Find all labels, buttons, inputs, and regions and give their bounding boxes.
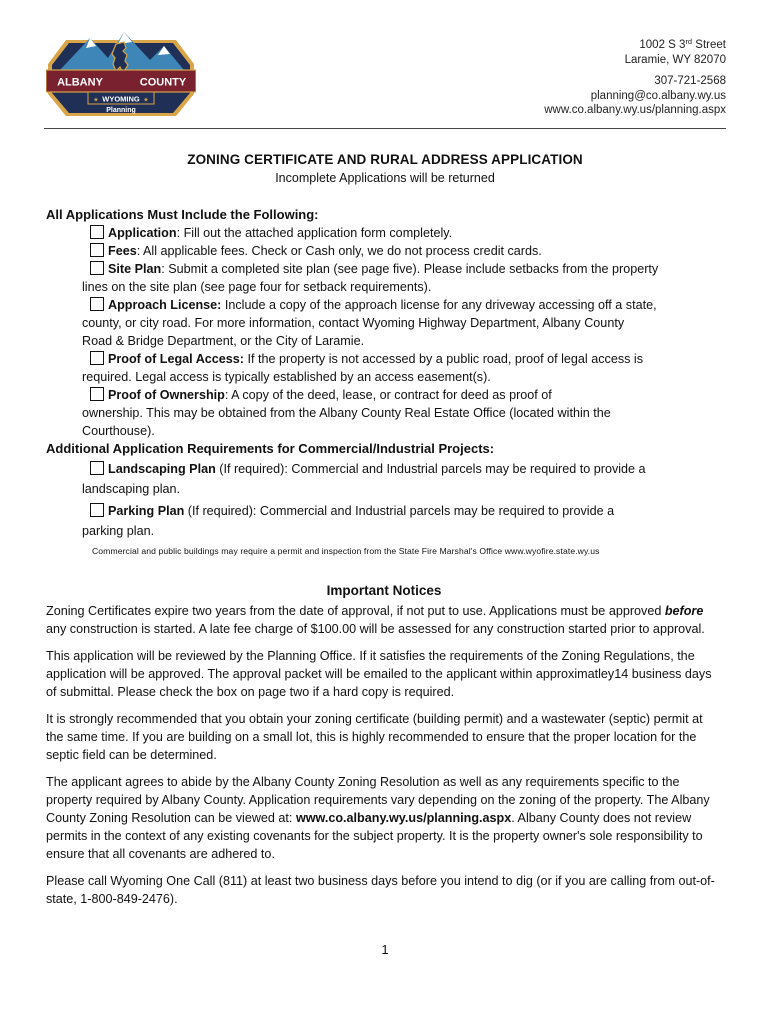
legal-access-continuation: required. Legal access is typically established by an access easement(s). bbox=[82, 370, 491, 384]
landscaping-continuation: landscaping plan. bbox=[82, 482, 181, 496]
site-plan-continuation: lines on the site plan (see page four for setback requirements). bbox=[82, 280, 432, 294]
checklist-item-ownership: Proof of Ownership: A copy of the deed, lease, or contract for deed as proof of bbox=[46, 386, 722, 404]
parking-continuation: parking plan. bbox=[82, 524, 155, 538]
checkbox-approach-license[interactable] bbox=[90, 297, 104, 311]
notice-paragraph-one-call: Please call Wyoming One Call (811) at least two business days before you intend to dig (or if you are calling from out-of-state, 1-800-849-2476). bbox=[46, 874, 715, 906]
checklist-item-parking: Parking Plan (If required): Commercial and Industrial parcels may be required to provide a bbox=[46, 502, 722, 520]
phone-number: 307-721-2568 bbox=[654, 75, 726, 87]
svg-text:★: ★ bbox=[143, 97, 149, 104]
website-link[interactable]: www.co.albany.wy.us/planning.aspx bbox=[544, 104, 726, 116]
ownership-continuation-2: Courthouse). bbox=[82, 424, 155, 438]
document-body bbox=[46, 206, 722, 917]
zoning-resolution-link[interactable]: www.co.albany.wy.us/planning.aspx bbox=[295, 811, 512, 825]
important-notices-heading: Important Notices bbox=[326, 583, 442, 598]
approach-license-continuation-1: county, or city road. For more information, contact Wyoming Highway Department, Albany County bbox=[82, 316, 625, 330]
approach-license-continuation-2: Road & Bridge Department, or the City of Laramie. bbox=[82, 334, 365, 348]
checklist-item-application: Application: Fill out the attached application form completely. bbox=[46, 224, 722, 242]
logo-sub-word: Planning bbox=[106, 107, 136, 114]
notice-paragraph-zoning-resolution: The applicant agrees to abide by the Albany County Zoning Resolution as well as any requirements specific to the property required by Albany County. Application requirements vary depending on the zoning of the property. The Albany County Zoning Resolution can be viewed at: www.co.albany.wy.us/planning.aspx. Albany County does not review permits in the context of any existing covenants for the subject property. It is the property owner's sole responsibility to ensure that all covenants are adhered to. bbox=[46, 775, 710, 861]
email-link[interactable]: planning@co.albany.wy.us bbox=[590, 89, 726, 102]
checklist-item-landscaping: Landscaping Plan (If required): Commercial and Industrial parcels may be required to provide a bbox=[46, 460, 722, 478]
address-line-1: 1002 S 3rd Street bbox=[639, 37, 726, 51]
fire-marshal-note: Commercial and public buildings may require a permit and inspection from the State Fire Marshal's Office www.wyofire.state.wy.us bbox=[92, 546, 600, 556]
page-number: 1 bbox=[381, 942, 389, 957]
requirements-heading: All Applications Must Include the Following: bbox=[46, 207, 319, 222]
checkbox-application[interactable] bbox=[90, 225, 104, 239]
contact-address-block bbox=[426, 38, 726, 118]
notice-paragraph-review: This application will be reviewed by the Planning Office. If it satisfies the requirements of the Zoning Regulations, the application will be approved. The approval packet will be emailed to the applicant within approximatley14 business days of submittal. Please check the box on page two if a hard copy is required. bbox=[46, 649, 712, 699]
logo-left-word: ALBANY bbox=[57, 76, 103, 89]
checkbox-legal-access[interactable] bbox=[90, 351, 104, 365]
address-line-2: Laramie, WY 82070 bbox=[624, 53, 726, 66]
logo-right-word: COUNTY bbox=[139, 76, 187, 89]
header-divider bbox=[44, 128, 726, 129]
svg-text:★: ★ bbox=[93, 97, 99, 104]
checkbox-ownership[interactable] bbox=[90, 387, 104, 401]
checklist-item-legal-access: Proof of Legal Access: If the property is not accessed by a public road, proof of legal access is bbox=[46, 350, 722, 368]
document-subtitle: Incomplete Applications will be returned bbox=[275, 171, 495, 185]
checkbox-parking[interactable] bbox=[90, 503, 104, 517]
albany-county-planning-logo bbox=[46, 24, 196, 120]
ownership-continuation-1: ownership. This may be obtained from the Albany County Real Estate Office (located within the bbox=[82, 406, 611, 420]
document-title: ZONING CERTIFICATE AND RURAL ADDRESS APPLICATION bbox=[187, 152, 583, 167]
logo-banner-word: WYOMING bbox=[102, 94, 140, 104]
checklist-item-site-plan: Site Plan: Submit a completed site plan (see page five). Please include setbacks from the property bbox=[46, 260, 722, 278]
checklist-item-approach-license: Approach License: Include a copy of the approach license for any driveway accessing off a state, bbox=[46, 296, 722, 314]
additional-requirements-heading: Additional Application Requirements for Commercial/Industrial Projects: bbox=[46, 441, 495, 456]
notice-paragraph-septic: It is strongly recommended that you obtain your zoning certificate (building permit) and a wastewater (septic) permit at the same time. If you are building on a small lot, this is highly recommended to ensure that the proper location for the septic field can be determined. bbox=[46, 712, 703, 762]
checkbox-fees[interactable] bbox=[90, 243, 104, 257]
checklist-item-fees: Fees: All applicable fees. Check or Cash only, we do not process credit cards. bbox=[46, 242, 722, 260]
checkbox-site-plan[interactable] bbox=[90, 261, 104, 275]
checkbox-landscaping[interactable] bbox=[90, 461, 104, 475]
notice-paragraph-expiry: Zoning Certificates expire two years from the date of approval, if not put to use. Applications must be approved before any construction is started. A late fee charge of $100.00 will be assessed for any construction started prior to approval. bbox=[46, 604, 705, 636]
